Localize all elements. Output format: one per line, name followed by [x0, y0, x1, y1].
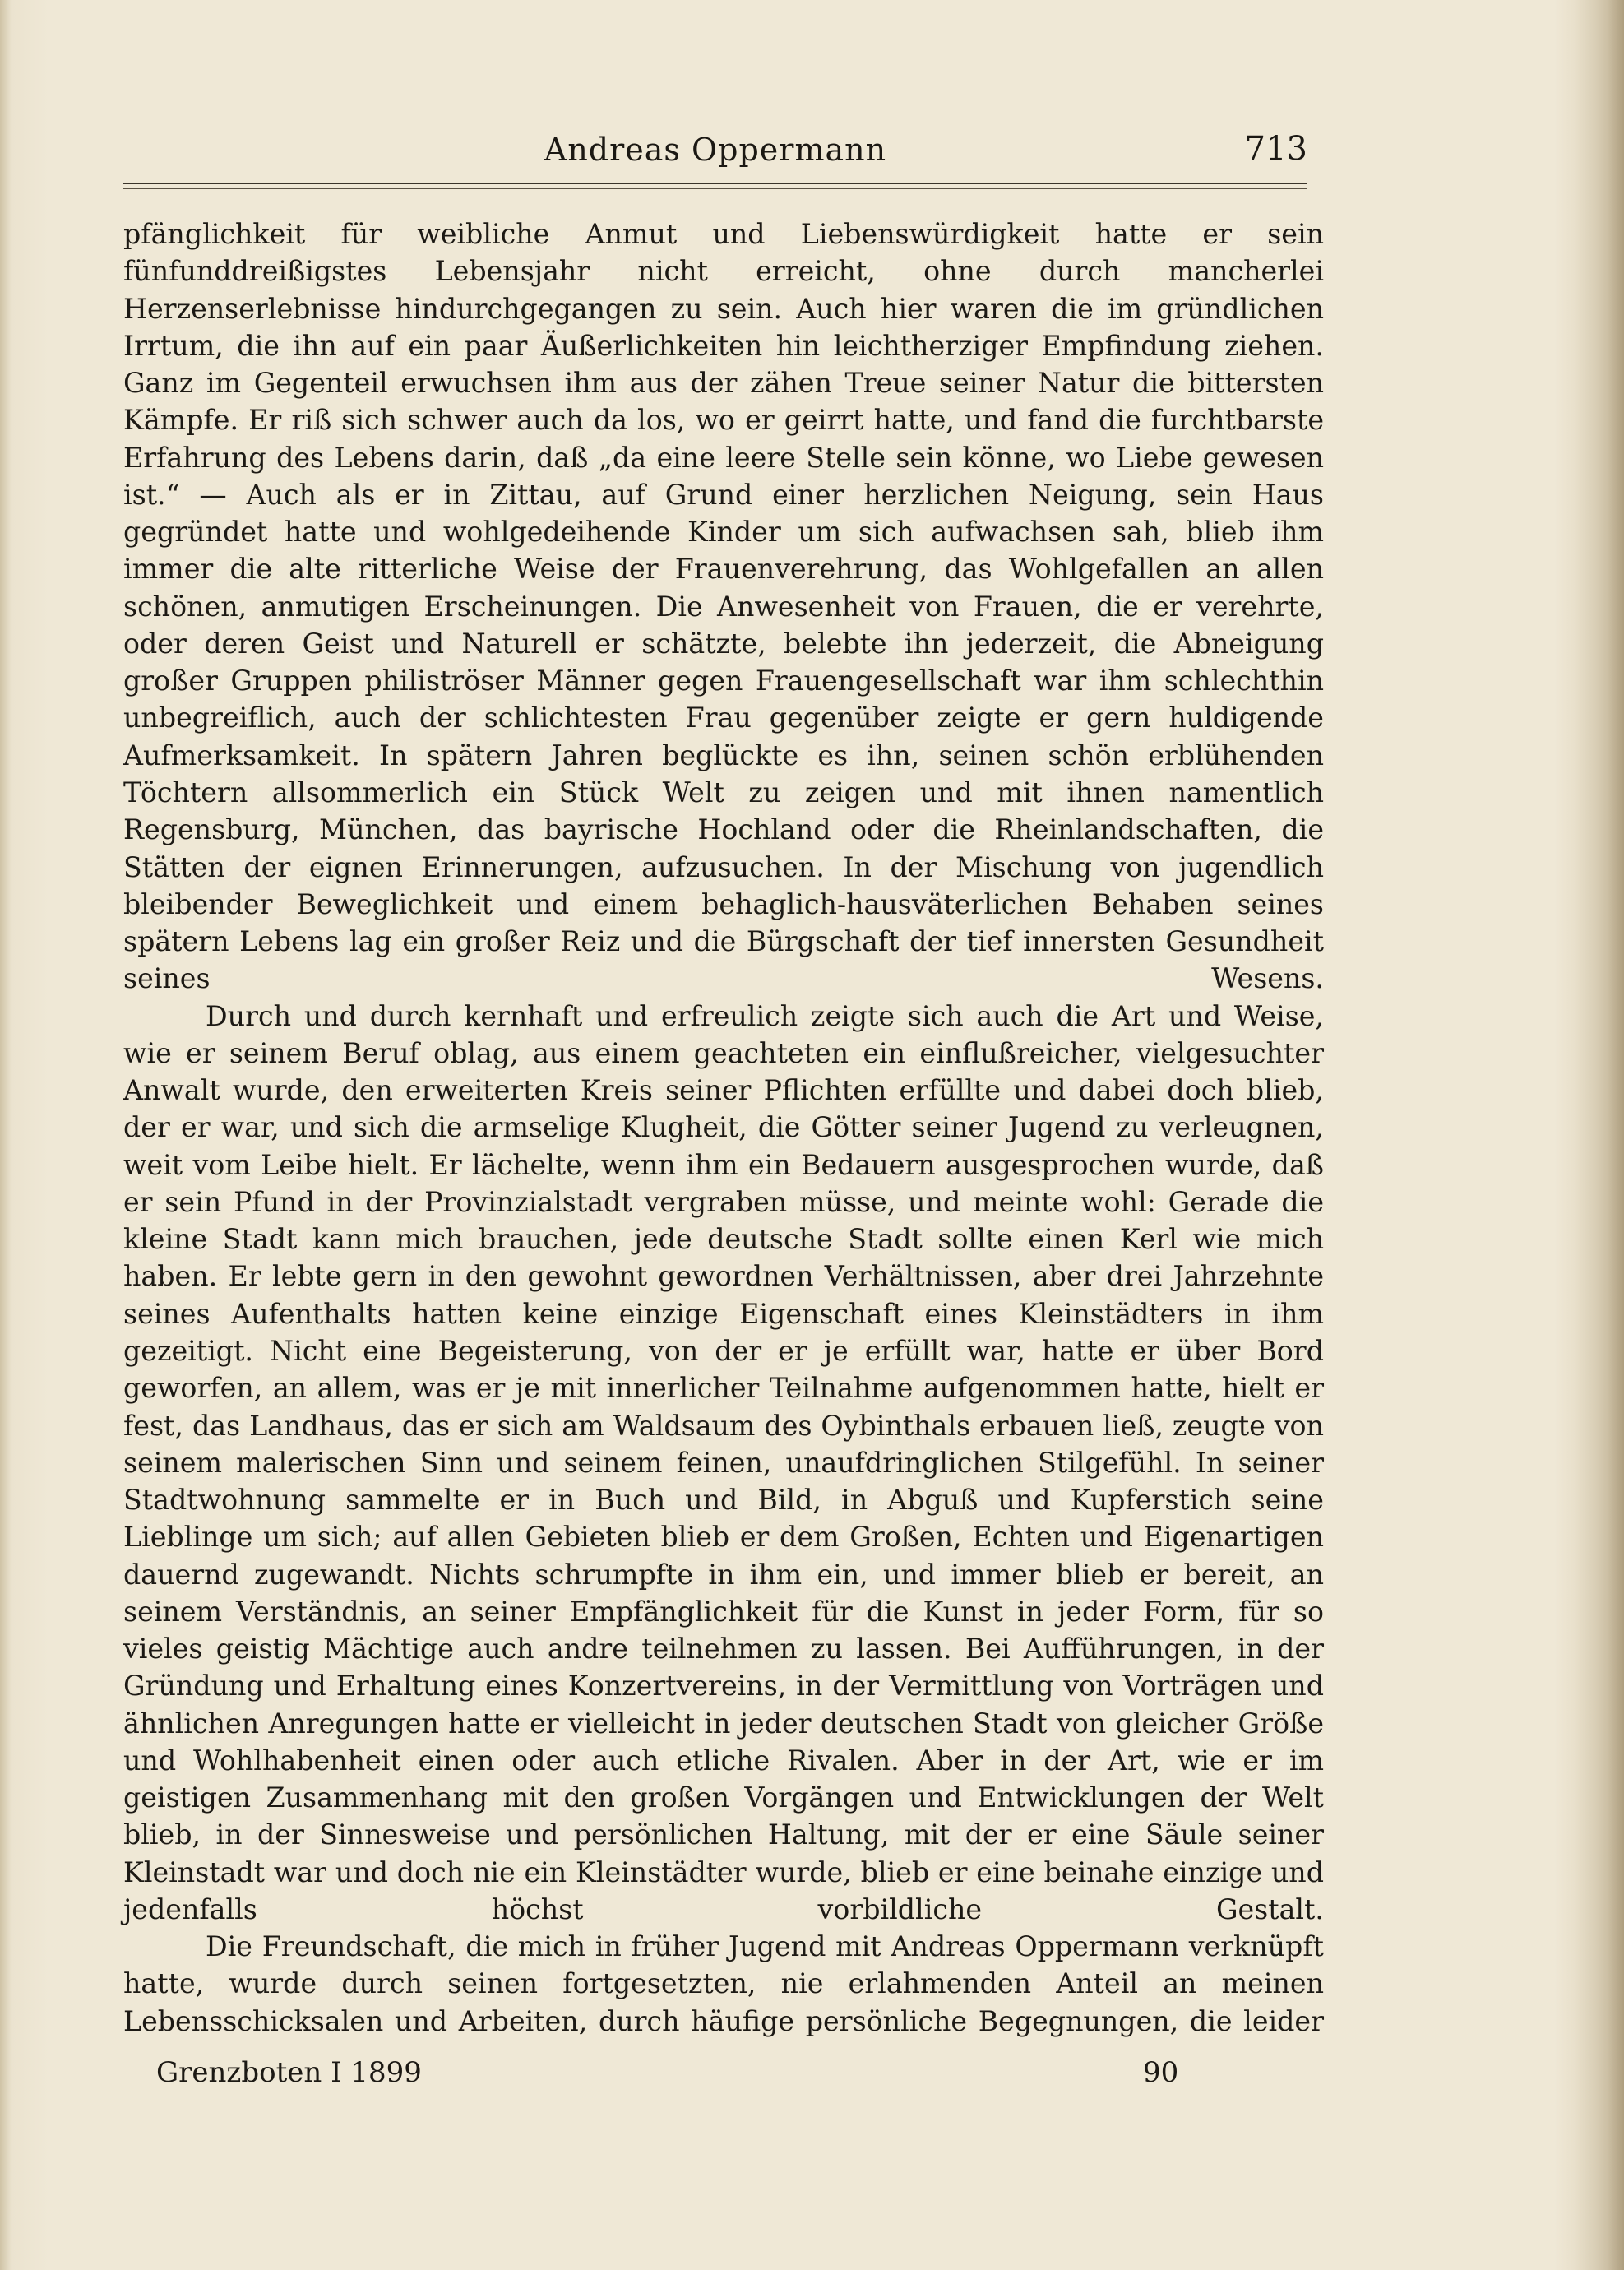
- journal-imprint: Grenzboten I 1899: [156, 2056, 422, 2089]
- running-title: Andreas Oppermann: [544, 132, 887, 168]
- body-text: [123, 215, 1324, 2040]
- page-footer: [123, 2056, 1307, 2097]
- paragraph-2: Durch und durch kernhaft und erfreulich zeigte sich auch die Art und Weise, wie er seinem Beruf oblag, aus einem geachteten ein einflußreicher, vielgesuchter Anwalt wurde, den erweiterten Kreis seiner Pflichten erfüllte und dabei doch blieb, der er war, und sich die armselige Klugheit, die Götter seiner Jugend zu verleugnen, weit vom Leibe hielt. Er lächelte, wenn ihm ein Bedauern ausgesprochen wurde, daß er sein Pfund in der Provinzialstadt vergraben müsse, und meinte wohl: Gerade die kleine Stadt kann mich brauchen, jede deutsche Stadt sollte einen Kerl wie mich haben. Er lebte gern in den gewohnt gewordnen Verhältnissen, aber drei Jahrzehnte seines Aufenthalts hatten keine einzige Eigenschaft eines Kleinstädters in ihm gezeitigt. Nicht eine Begeisterung, von der er je erfüllt war, hatte er über Bord geworfen, an allem, was er je mit innerlicher Teilnahme aufgenommen hatte, hielt er fest, das Landhaus, das er sich am Waldsaum des Oybinthals erbauen ließ, zeugte von seinem malerischen Sinn und seinem feinen, unaufdringlichen Stilgefühl. In seiner Stadtwohnung sammelte er in Buch und Bild, in Abguß und Kupferstich seine Lieblinge um sich; auf allen Gebieten blieb er dem Großen, Echten und Eigenartigen dauernd zugewandt. Nichts schrumpfte in ihm ein, und immer blieb er bereit, an seinem Verständnis, an seiner Empfänglichkeit für die Kunst in jeder Form, für so vieles geistig Mächtige auch andre teilnehmen zu lassen. Bei Aufführungen, in der Gründung und Erhaltung eines Konzertvereins, in der Vermittlung von Vorträgen und ähnlichen Anregungen hatte er vielleicht in jeder deutschen Stadt von gleicher Größe und Wohlhabenheit einen oder auch etliche Rivalen. Aber in der Art, wie er im geistigen Zusammenhang mit den großen Vorgängen und Entwicklungen der Welt blieb, in der Sinnesweise und persönlichen Haltung, mit der er eine Säule seiner Kleinstadt war und doch nie ein Kleinstädter wurde, blieb er eine beinahe einzige und jedenfalls höchst vorbildliche Gestalt.: [123, 999, 1324, 1925]
- signature-mark: 90: [1143, 2056, 1179, 2089]
- page-number: 713: [1244, 130, 1307, 168]
- page-edge-shadow: [1575, 0, 1624, 2270]
- paragraph-1: pfänglichkeit für weibliche Anmut und Liebenswürdigkeit hatte er sein fünfunddreißigstes Lebensjahr nicht erreicht, ohne durch mancherlei Herzenserlebnisse hindurchgegangen zu sein. Auch hier waren die im gründlichen Irrtum, die ihn auf ein paar Äußerlichkeiten hin leichtherziger Empfindung ziehen. Ganz im Gegenteil erwuchsen ihm aus der zähen Treue seiner Natur die bittersten Kämpfe. Er riß sich schwer auch da los, wo er geirrt hatte, und fand die furchtbarste Erfahrung des Lebens darin, daß „da eine leere Stelle sein könne, wo Liebe gewesen ist.“ — Auch als er in Zittau, auf Grund einer herzlichen Neigung, sein Haus gegründet hatte und wohlgedeihende Kinder um sich aufwachsen sah, blieb ihm immer die alte ritterliche Weise der Frauenverehrung, das Wohlgefallen an allen schönen, anmutigen Erscheinungen. Die Anwesenheit von Frauen, die er verehrte, oder deren Geist und Naturell er schätzte, belebte ihn jederzeit, die Abneigung großer Gruppen philiströser Männer gegen Frauengesellschaft war ihm schlechthin unbegreiflich, auch der schlichtesten Frau gegenüber zeigte er gern huldigende Aufmerksamkeit. In spätern Jahren beglückte es ihn, seinen schön erblühenden Töchtern allsommerlich ein Stück Welt zu zeigen und mit ihnen namentlich Regensburg, München, das bayrische Hochland oder die Rheinlandschaften, die Stätten der eignen Erinnerungen, aufzusuchen. In der Mischung von jugendlich bleibender Beweglichkeit und einem behaglich-hausväterlichen Behaben seines spätern Lebens lag ein großer Reiz und die Bürgschaft der tief innersten Gesundheit seines Wesens.: [123, 218, 1324, 995]
- paragraph-3: Die Freundschaft, die mich in früher Jugend mit Andreas Oppermann verknüpft hatte, wurde durch seinen fortgesetzten, nie erlahmenden Anteil an meinen Lebensschicksalen und Arbeiten, durch häufige persönliche Begegnungen, die leider: [123, 1930, 1324, 2037]
- header-rule-thin: [123, 188, 1307, 189]
- page-header: [123, 123, 1307, 173]
- header-rule-thick: [123, 183, 1307, 184]
